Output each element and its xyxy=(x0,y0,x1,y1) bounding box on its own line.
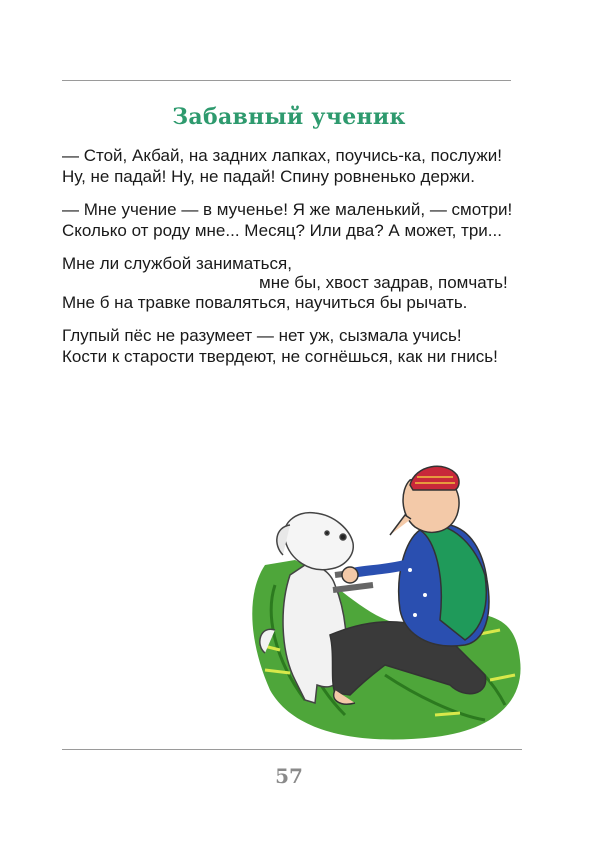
poem-line: Глупый пёс не разумеет — нет уж, сызмала учись! xyxy=(62,326,462,345)
top-rule xyxy=(62,80,511,81)
poem-line: Кости к старости твердеют, не согнёшься, как ни гнись! xyxy=(62,347,498,366)
poem-line: Мне б на травке поваляться, научиться бы рычать. xyxy=(62,293,468,312)
poem-line: Ну, не падай! Ну, не падай! Спину ровненько держи. xyxy=(62,167,475,186)
page-number: 57 xyxy=(275,764,303,788)
poem-line: Сколько от роду мне... Месяц? Или два? А может, три... xyxy=(62,221,502,240)
poem-title: Забавный ученик xyxy=(172,104,406,130)
poem-line: Мне ли службой заниматься, xyxy=(62,254,292,273)
poem-line: — Мне учение — в мученье! Я же маленький, — смотри! xyxy=(62,200,513,219)
poem-line: — Стой, Акбай, на задних лапках, поучись-ка, послужи! xyxy=(62,146,502,165)
boy-and-puppy-illustration xyxy=(235,445,525,745)
poem-line: мне бы, хвост задрав, помчать! xyxy=(259,273,508,292)
bottom-rule xyxy=(62,749,522,750)
